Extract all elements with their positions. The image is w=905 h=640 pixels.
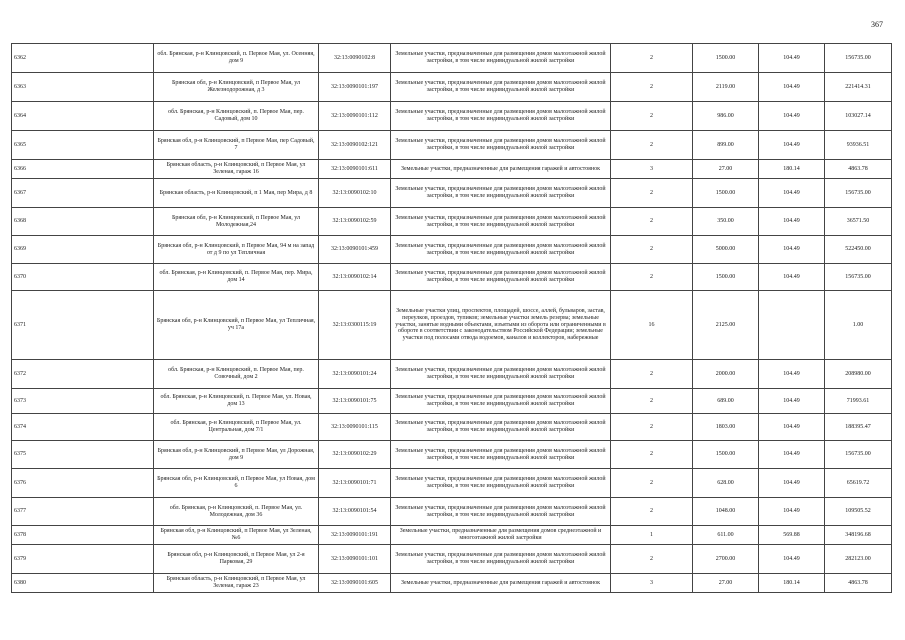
address-cell: Брянская обл, р-н Клинцовский, п Первое Мая, ул Зеленая, №6 bbox=[154, 526, 319, 545]
cadastral-value-cell: 4863.78 bbox=[825, 574, 892, 593]
land-use-description: Земельные участки, предназначенные для размещения домов малоэтажной жилой застройки, в том числе индивидуальной жилой застройки bbox=[391, 179, 611, 208]
specific-value-cell: 104.49 bbox=[759, 545, 825, 574]
area-cell: 1500.00 bbox=[693, 441, 759, 469]
land-use-class: 2 bbox=[611, 208, 693, 236]
land-use-class: 2 bbox=[611, 102, 693, 131]
row-number: 6366 bbox=[12, 160, 154, 179]
cadastral-value-cell: 1.00 bbox=[825, 291, 892, 360]
area-cell: 611.00 bbox=[693, 526, 759, 545]
table-row bbox=[12, 236, 892, 264]
specific-value-cell: 104.49 bbox=[759, 179, 825, 208]
area-cell: 2119.00 bbox=[693, 73, 759, 102]
registry-table bbox=[11, 43, 892, 593]
cadastral-number: 32:13:0090101:115 bbox=[319, 414, 391, 441]
address-cell: обл. Брянская, р-н Клинцовский, п. Первое Мая, пер. Мира, дом 14 bbox=[154, 264, 319, 291]
specific-value-cell: 104.49 bbox=[759, 44, 825, 73]
cadastral-value-cell: 156735.00 bbox=[825, 264, 892, 291]
table-row bbox=[12, 526, 892, 545]
land-use-description: Земельные участки, предназначенные для размещения домов малоэтажной жилой застройки, в том числе индивидуальной жилой застройки bbox=[391, 441, 611, 469]
cadastral-number: 32:13:0090101:459 bbox=[319, 236, 391, 264]
cadastral-number: 32:13:0090102:8 bbox=[319, 44, 391, 73]
specific-value-cell: 104.49 bbox=[759, 73, 825, 102]
cadastral-value-cell: 208980.00 bbox=[825, 360, 892, 389]
cadastral-number: 32:13:0090101:24 bbox=[319, 360, 391, 389]
specific-value-cell: 180.14 bbox=[759, 160, 825, 179]
land-use-description: Земельные участки, предназначенные для размещения домов малоэтажной жилой застройки, в том числе индивидуальной жилой застройки bbox=[391, 498, 611, 526]
land-use-class: 2 bbox=[611, 236, 693, 264]
specific-value-cell: 104.49 bbox=[759, 236, 825, 264]
specific-value-cell: 104.49 bbox=[759, 441, 825, 469]
row-number: 6369 bbox=[12, 236, 154, 264]
area-cell: 1048.00 bbox=[693, 498, 759, 526]
row-number: 6380 bbox=[12, 574, 154, 593]
cadastral-value-cell: 93936.51 bbox=[825, 131, 892, 160]
cadastral-value-cell: 221414.31 bbox=[825, 73, 892, 102]
address-cell: обл. Брянская, р-н Клинцовский, п. Первое Мая, ул. Осенняя, дом 9 bbox=[154, 44, 319, 73]
table-row bbox=[12, 469, 892, 498]
land-use-description: Земельные участки, предназначенные для размещения домов среднеэтажной и многоэтажной жилой застройки bbox=[391, 526, 611, 545]
land-use-description: Земельные участки, предназначенные для размещения домов малоэтажной жилой застройки, в том числе индивидуальной жилой застройки bbox=[391, 389, 611, 414]
row-number: 6377 bbox=[12, 498, 154, 526]
land-use-class: 2 bbox=[611, 498, 693, 526]
specific-value-cell: 104.49 bbox=[759, 208, 825, 236]
table-row bbox=[12, 208, 892, 236]
land-use-description: Земельные участки, предназначенные для размещения домов малоэтажной жилой застройки, в том числе индивидуальной жилой застройки bbox=[391, 73, 611, 102]
area-cell: 628.00 bbox=[693, 469, 759, 498]
address-cell: Брянская область, р-н Клинцовский, п 1 Мая, пер Мира, д 8 bbox=[154, 179, 319, 208]
table-row bbox=[12, 179, 892, 208]
table-row bbox=[12, 131, 892, 160]
area-cell: 1803.00 bbox=[693, 414, 759, 441]
land-use-description: Земельные участки, предназначенные для размещения домов малоэтажной жилой застройки, в том числе индивидуальной жилой застройки bbox=[391, 360, 611, 389]
land-use-description: Земельные участки, предназначенные для размещения домов малоэтажной жилой застройки, в том числе индивидуальной жилой застройки bbox=[391, 264, 611, 291]
land-use-description: Земельные участки, предназначенные для размещения домов малоэтажной жилой застройки, в том числе индивидуальной жилой застройки bbox=[391, 236, 611, 264]
specific-value-cell bbox=[759, 291, 825, 360]
land-use-description: Земельные участки, предназначенные для размещения домов малоэтажной жилой застройки, в том числе индивидуальной жилой застройки bbox=[391, 44, 611, 73]
cadastral-value-cell: 156735.00 bbox=[825, 179, 892, 208]
row-number: 6370 bbox=[12, 264, 154, 291]
cadastral-value-cell: 36571.50 bbox=[825, 208, 892, 236]
address-cell: обл. Брянская, р-н Клинцовский, п. Первое Мая, ул. Новая, дом 13 bbox=[154, 389, 319, 414]
row-number: 6368 bbox=[12, 208, 154, 236]
land-use-description: Земельные участки, предназначенные для размещения домов малоэтажной жилой застройки, в том числе индивидуальной жилой застройки bbox=[391, 131, 611, 160]
table-row bbox=[12, 360, 892, 389]
specific-value-cell: 104.49 bbox=[759, 469, 825, 498]
address-cell: обл. Брянская, р-н Клинцовский, п. Первое Мая, ул. Молодежная, дом 36 bbox=[154, 498, 319, 526]
page-number: 367 bbox=[871, 20, 883, 29]
table-row bbox=[12, 264, 892, 291]
address-cell: Брянская обл, р-н Клинцовский, п Первое Мая, 94 м на запад от д 9 по ул Тепличная bbox=[154, 236, 319, 264]
land-use-description: Земельные участки, предназначенные для размещения домов малоэтажной жилой застройки, в том числе индивидуальной жилой застройки bbox=[391, 414, 611, 441]
address-cell: Брянская обл, р-н Клинцовский, п Первое Мая, пер Садовый, 7 bbox=[154, 131, 319, 160]
row-number: 6365 bbox=[12, 131, 154, 160]
land-use-class: 2 bbox=[611, 441, 693, 469]
row-number: 6362 bbox=[12, 44, 154, 73]
specific-value-cell: 104.49 bbox=[759, 498, 825, 526]
row-number: 6373 bbox=[12, 389, 154, 414]
row-number: 6375 bbox=[12, 441, 154, 469]
specific-value-cell: 104.49 bbox=[759, 102, 825, 131]
cadastral-value-cell: 65619.72 bbox=[825, 469, 892, 498]
row-number: 6372 bbox=[12, 360, 154, 389]
land-use-description: Земельные участки, предназначенные для размещения домов малоэтажной жилой застройки, в том числе индивидуальной жилой застройки bbox=[391, 469, 611, 498]
table-row bbox=[12, 73, 892, 102]
row-number: 6364 bbox=[12, 102, 154, 131]
table-row bbox=[12, 160, 892, 179]
cadastral-number: 32:13:0090102:14 bbox=[319, 264, 391, 291]
address-cell: обл. Брянская, р-н Клинцовский, п. Первое Мая, пер. Садовый, дом 10 bbox=[154, 102, 319, 131]
area-cell: 689.00 bbox=[693, 389, 759, 414]
cadastral-number: 32:13:0090101:112 bbox=[319, 102, 391, 131]
table-row bbox=[12, 291, 892, 360]
specific-value-cell: 104.49 bbox=[759, 264, 825, 291]
address-cell: Брянская обл, р-н Клинцовский, п Первое Мая, ул Новая, дом 6 bbox=[154, 469, 319, 498]
cadastral-value-cell: 156735.00 bbox=[825, 441, 892, 469]
area-cell: 5000.00 bbox=[693, 236, 759, 264]
land-use-class: 3 bbox=[611, 574, 693, 593]
land-use-class: 2 bbox=[611, 73, 693, 102]
cadastral-value-cell: 188395.47 bbox=[825, 414, 892, 441]
row-number: 6374 bbox=[12, 414, 154, 441]
address-cell: обл. Брянская, р-н Клинцовский, п. Первое Мая, пер. Совочный, дом 2 bbox=[154, 360, 319, 389]
table-row bbox=[12, 389, 892, 414]
area-cell: 27.00 bbox=[693, 574, 759, 593]
cadastral-number: 32:13:0090102:29 bbox=[319, 441, 391, 469]
land-use-class: 2 bbox=[611, 179, 693, 208]
cadastral-number: 32:13:0090101:605 bbox=[319, 574, 391, 593]
address-cell: Брянская область, р-н Клинцовский, п Первое Мая, ул Зеленая, гараж 23 bbox=[154, 574, 319, 593]
cadastral-value-cell: 522450.00 bbox=[825, 236, 892, 264]
cadastral-number: 32:13:0090101:75 bbox=[319, 389, 391, 414]
area-cell: 1500.00 bbox=[693, 264, 759, 291]
cadastral-value-cell: 156735.00 bbox=[825, 44, 892, 73]
area-cell: 2700.00 bbox=[693, 545, 759, 574]
land-use-description: Земельные участки, предназначенные для размещения домов малоэтажной жилой застройки, в том числе индивидуальной жилой застройки bbox=[391, 545, 611, 574]
cadastral-number: 32:13:0090101:191 bbox=[319, 526, 391, 545]
row-number: 6371 bbox=[12, 291, 154, 360]
address-cell: Брянская обл, р-н Клинцовский, п Первое Мая, ул 2-я Парковая, 29 bbox=[154, 545, 319, 574]
table-row bbox=[12, 441, 892, 469]
cadastral-number: 32:13:0090101:611 bbox=[319, 160, 391, 179]
land-use-class: 2 bbox=[611, 469, 693, 498]
land-use-description: Земельные участки, предназначенные для размещения гаражей и автостоянок bbox=[391, 160, 611, 179]
land-use-description: Земельные участки, предназначенные для размещения домов малоэтажной жилой застройки, в том числе индивидуальной жилой застройки bbox=[391, 208, 611, 236]
area-cell: 350.00 bbox=[693, 208, 759, 236]
area-cell: 1500.00 bbox=[693, 179, 759, 208]
specific-value-cell: 180.14 bbox=[759, 574, 825, 593]
address-cell: обл. Брянская, р-н Клинцовский, п Первое Мая, ул. Центральная, дом 7/1 bbox=[154, 414, 319, 441]
land-use-class: 2 bbox=[611, 360, 693, 389]
address-cell: Брянская обл, р-н Клинцовский, п Первое Мая, ул Дорожная, дом 9 bbox=[154, 441, 319, 469]
cadastral-number: 32:13:0090102:10 bbox=[319, 179, 391, 208]
row-number: 6367 bbox=[12, 179, 154, 208]
table-row bbox=[12, 545, 892, 574]
area-cell: 27.00 bbox=[693, 160, 759, 179]
land-use-class: 2 bbox=[611, 545, 693, 574]
land-use-class: 2 bbox=[611, 414, 693, 441]
specific-value-cell: 569.88 bbox=[759, 526, 825, 545]
land-use-description: Земельные участки улиц, проспектов, площадей, шоссе, аллей, бульваров, застав, переулков, проездов, тупиков; земельные участки земель резерва; земельные участки, занятые водными объектами, изъятыми из оборота или ограниченными в обороте в соответствии с законодательством Российской Федерации; земельные участки под полосами отвода водоемов, каналов и коллекторов, набережные bbox=[391, 291, 611, 360]
address-cell: Брянская обл, р-н Клинцовский, п Первое Мая, ул Молодежная,24 bbox=[154, 208, 319, 236]
area-cell: 2000.00 bbox=[693, 360, 759, 389]
land-use-class: 2 bbox=[611, 44, 693, 73]
cadastral-value-cell: 4863.78 bbox=[825, 160, 892, 179]
land-use-class: 2 bbox=[611, 131, 693, 160]
cadastral-value-cell: 103027.14 bbox=[825, 102, 892, 131]
land-use-class: 16 bbox=[611, 291, 693, 360]
area-cell: 986.00 bbox=[693, 102, 759, 131]
address-cell: Брянская обл, р-н Клинцовский, п Первое Мая, ул Тепличная, уч 17а bbox=[154, 291, 319, 360]
table-row bbox=[12, 498, 892, 526]
address-cell: Брянская обл, р-н Клинцовский, п Первое Мая, ул Железнодорожная, д 3 bbox=[154, 73, 319, 102]
cadastral-value-cell: 71993.61 bbox=[825, 389, 892, 414]
cadastral-number: 32:13:0090101:54 bbox=[319, 498, 391, 526]
row-number: 6363 bbox=[12, 73, 154, 102]
address-cell: Брянская область, р-н Клинцовский, п Первое Мая, ул Зеленая, гараж 16 bbox=[154, 160, 319, 179]
area-cell: 899.00 bbox=[693, 131, 759, 160]
cadastral-value-cell: 282123.00 bbox=[825, 545, 892, 574]
specific-value-cell: 104.49 bbox=[759, 131, 825, 160]
land-use-class: 2 bbox=[611, 264, 693, 291]
specific-value-cell: 104.49 bbox=[759, 360, 825, 389]
cadastral-number: 32:13:0090101:71 bbox=[319, 469, 391, 498]
land-use-description: Земельные участки, предназначенные для размещения гаражей и автостоянок bbox=[391, 574, 611, 593]
area-cell: 2125.00 bbox=[693, 291, 759, 360]
area-cell: 1500.00 bbox=[693, 44, 759, 73]
specific-value-cell: 104.49 bbox=[759, 389, 825, 414]
row-number: 6376 bbox=[12, 469, 154, 498]
table-row bbox=[12, 414, 892, 441]
cadastral-number: 32:13:0090102:59 bbox=[319, 208, 391, 236]
land-use-class: 3 bbox=[611, 160, 693, 179]
cadastral-value-cell: 109505.52 bbox=[825, 498, 892, 526]
cadastral-number: 32:13:0090101:101 bbox=[319, 545, 391, 574]
land-use-description: Земельные участки, предназначенные для размещения домов малоэтажной жилой застройки, в том числе индивидуальной жилой застройки bbox=[391, 102, 611, 131]
land-use-class: 2 bbox=[611, 389, 693, 414]
table-row bbox=[12, 574, 892, 593]
cadastral-value-cell: 348196.68 bbox=[825, 526, 892, 545]
table-row bbox=[12, 102, 892, 131]
cadastral-number: 32:13:0090102:121 bbox=[319, 131, 391, 160]
registry-body bbox=[12, 44, 892, 593]
row-number: 6379 bbox=[12, 545, 154, 574]
specific-value-cell: 104.49 bbox=[759, 414, 825, 441]
land-use-class: 1 bbox=[611, 526, 693, 545]
cadastral-number: 32:13:0090101:197 bbox=[319, 73, 391, 102]
row-number: 6378 bbox=[12, 526, 154, 545]
table-row bbox=[12, 44, 892, 73]
cadastral-number: 32:13:0300115:19 bbox=[319, 291, 391, 360]
